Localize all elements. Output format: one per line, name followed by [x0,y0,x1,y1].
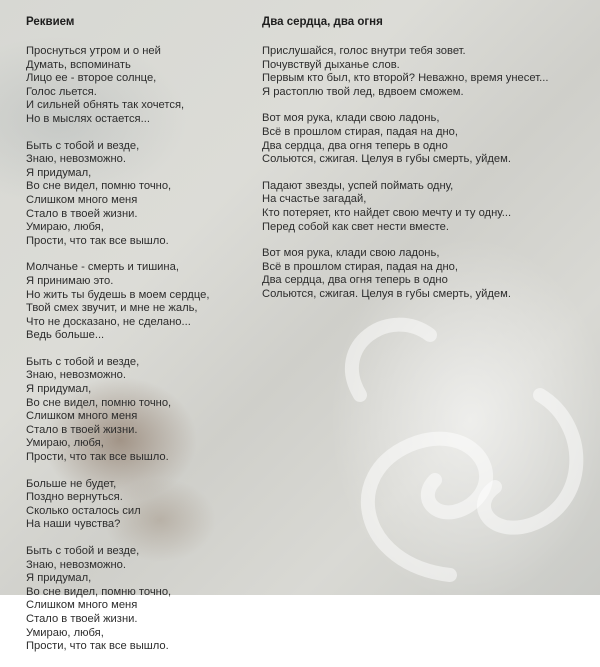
song-two-hearts [262,16,592,315]
lyric-line: Прислушайся, голос внутри тебя зовет. [262,45,466,57]
lyric-line: Быть с тобой и везде, [26,355,140,368]
lyric-line: Я принимаю это. [26,274,114,287]
lyric-line: Стало в твоей жизни. [26,207,138,220]
lyric-line: Лицо ее - второе солнце, [26,72,157,85]
lyric-line: Всё в прошлом стирая, падая на дно, [262,260,459,273]
lyric-line: И сильней обнять так хочется, [26,99,185,112]
lyrics [26,45,276,654]
lyric-line: Ведь больше... [26,329,105,342]
song-title: Реквием [26,16,75,28]
lyric-line: Во сне видел, помню точно, [26,585,172,598]
lyric-line: Знаю, невозможно. [26,558,126,571]
stanza [262,247,592,301]
lyric-line: Голос льется. [26,85,97,98]
lyric-line: Знаю, невозможно. [26,369,126,382]
lyric-line: Молчанье - смерть и тишина, [26,261,179,274]
lyric-line: Первым кто был, кто второй? Неважно, время унесет... [262,72,549,85]
lyric-line: Поздно вернуться. [26,491,123,504]
lyric-line: Твой смех звучит, и мне не жаль, [26,302,198,315]
swirl-ornament [300,275,600,595]
stanza [26,261,276,343]
lyric-line: Больше не будет, [26,477,117,490]
lyric-line: Прости, что так все вышло. [26,451,169,464]
lyric-line: Всё в прошлом стирая, падая на дно, [262,125,459,138]
lyric-line: Слишком много меня [26,193,138,206]
song-requiem [26,16,276,667]
lyric-line: Почувствуй дыханье слов. [262,58,400,71]
lyric-line: Во сне видел, помню точно, [26,396,172,409]
stanza [262,112,592,166]
stanza [262,180,592,234]
lyric-line: Стало в твоей жизни. [26,423,138,436]
lyrics [262,45,592,302]
song-title: Два сердца, два огня [262,16,383,28]
lyric-line: Перед собой как свет нести вместе. [262,220,450,233]
lyric-line: Сольются, сжигая. Целуя в губы смерть, уйдем. [262,287,511,300]
lyric-line: На счастье загадай, [262,193,367,206]
lyric-line: Быть с тобой и везде, [26,545,140,557]
lyric-line: Я придумал, [26,166,92,179]
lyric-line: Два сердца, два огня теперь в одно [262,274,448,287]
stanza [26,356,276,465]
lyric-line: Кто потеряет, кто найдет свою мечту и ту одну... [262,206,512,219]
stanza [262,45,592,99]
stanza [26,545,276,654]
lyric-line: Падают звезды, успей поймать одну, [262,179,454,192]
lyric-line: Думать, вспоминать [26,58,131,71]
lyric-line: Прости, что так все вышло. [26,234,169,247]
lyric-line: Стало в твоей жизни. [26,612,138,625]
lyric-line: Но в мыслях остается... [26,112,150,125]
lyric-line: Я растоплю твой лед, вдвоем сможем. [262,85,464,98]
lyric-line: Знаю, невозможно. [26,153,126,166]
lyric-line: Я придумал, [26,572,92,585]
stanza [26,478,276,532]
lyric-line: Во сне видел, помню точно, [26,180,172,193]
lyric-line: Я придумал, [26,383,92,396]
lyric-line: Вот моя рука, клади свою ладонь, [262,112,440,125]
lyric-line: Сколько осталось сил [26,504,141,517]
lyric-line: Вот моя рука, клади свою ладонь, [262,247,440,260]
lyric-line: Умираю, любя, [26,626,104,639]
lyric-line: Проснуться утром и о ней [26,45,161,57]
lyric-line: Два сердца, два огня теперь в одно [262,139,448,152]
lyric-line: Умираю, любя, [26,221,104,234]
lyric-line: Быть с тобой и везде, [26,139,140,152]
lyric-line: Слишком много меня [26,599,138,612]
lyric-line: Что не досказано, не сделано... [26,315,191,328]
stanza [26,45,276,127]
lyric-line: Прости, что так все вышло. [26,640,169,653]
stanza [26,140,276,249]
lyric-line: Умираю, любя, [26,437,104,450]
lyric-line: Но жить ты будешь в моем сердце, [26,288,210,301]
lyric-line: На наши чувства? [26,518,121,531]
lyric-line: Сольются, сжигая. Целуя в губы смерть, уйдем. [262,153,511,166]
lyric-line: Слишком много меня [26,410,138,423]
